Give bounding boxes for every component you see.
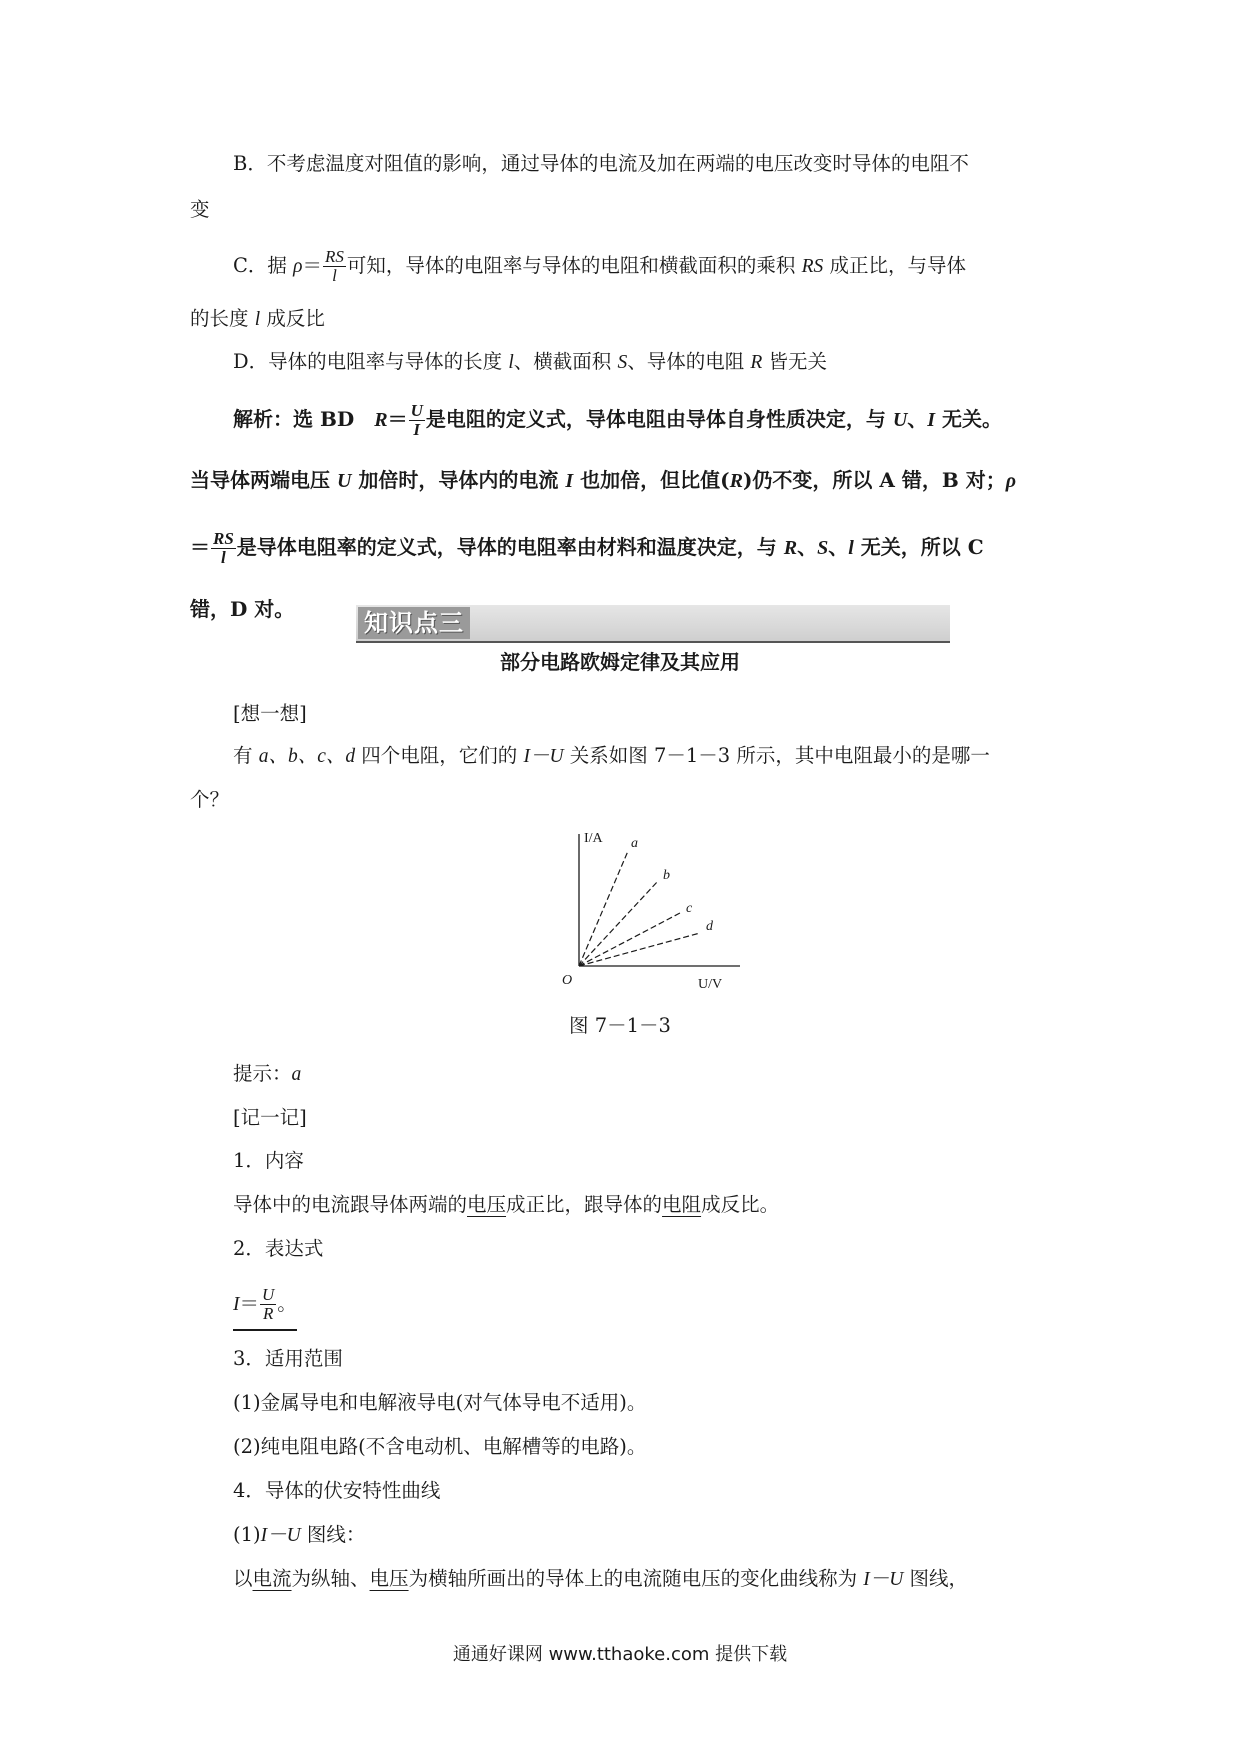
footer-credit: 通通好课网 www.tthaoke.com 提供下载: [452, 1644, 788, 1665]
option-c-line2: 的长度 l 成反比: [190, 307, 325, 330]
line-d-label: d: [706, 919, 713, 934]
memo-section-1-text: 导体中的电流跟导体两端的电压成正比，跟导体的电阻成反比。: [233, 1193, 780, 1216]
analysis-line4: 错，D 对。: [190, 597, 295, 621]
memo-section-4: 4．导体的伏安特性曲线: [233, 1479, 441, 1502]
section-title: 部分电路欧姆定律及其应用: [500, 650, 740, 674]
y-axis-label: I/A: [584, 831, 603, 846]
fraction-rs-over-l: $\frac{RS}{l}$: [325, 247, 344, 285]
memo-heading: [记一记]: [233, 1106, 307, 1129]
memo-section-3-item2: (2)纯电阻电路(不含电动机、电解槽等的电路)。: [233, 1435, 647, 1458]
option-c-line1: C．据 ρ＝ $\frac{RS}{l}$ 可知，导体的电阻率与导体的电阻和横截面积的乘积 RS 成正比，与导体: [233, 247, 966, 285]
analysis-line1: 解析：选 BD R＝ $\frac{U}{I}$ 是电阻的定义式，导体电阻由导体自身性质决定，与 U、I 无关。: [233, 401, 1003, 439]
line-a: [579, 851, 628, 966]
memo-section-2: 2．表达式: [233, 1237, 324, 1260]
memo-section-4-item1: (1)I－U 图线：: [233, 1523, 366, 1546]
ohm-formula: I＝ $\frac{U}{R}$ 。: [233, 1286, 297, 1331]
think-question-line1: 有 a、b、c、d 四个电阻，它们的 I－U 关系如图 7－1－3 所示，其中电阻最小的是哪一: [233, 744, 990, 767]
think-heading: [想一想]: [233, 702, 307, 725]
think-question-line2: 个？: [190, 788, 230, 811]
line-b: [579, 881, 658, 966]
fraction-u-over-i: $\frac{U}{I}$: [410, 401, 423, 439]
memo-section-4-text: 以电流为纵轴、电压为横轴所画出的导体上的电流随电压的变化曲线称为 I－U 图线，: [233, 1567, 969, 1590]
knowledge-point-label: 知识点三: [358, 607, 470, 639]
line-d: [579, 933, 700, 966]
fraction-rs-over-l-2: $\frac{RS}{l}$: [213, 529, 234, 567]
line-a-label: a: [631, 836, 638, 851]
fraction-u-over-r: $\frac{U}{R}$: [262, 1285, 275, 1323]
line-c: [579, 913, 680, 966]
option-b-line2: 变: [190, 198, 210, 221]
option-b-line1: B．不考虑温度对阻值的影响，通过导体的电流及加在两端的电压改变时导体的电阻不: [233, 152, 969, 175]
iu-graph: [560, 826, 760, 996]
line-b-label: b: [663, 868, 670, 883]
hint-line: 提示：a: [233, 1062, 302, 1085]
x-axis-label: U/V: [698, 977, 723, 992]
origin-label: O: [562, 973, 573, 988]
option-d-line: D．导体的电阻率与导体的长度 l、横截面积 S、导体的电阻 R 皆无关: [233, 350, 828, 373]
analysis-line2: 当导体两端电压 U 加倍时，导体内的电流 I 也加倍，但比值(R)仍不变，所以 A 错，B 对；ρ: [190, 468, 1017, 492]
figure-caption: 图 7－1－3: [569, 1014, 671, 1037]
analysis-line3: ＝ $\frac{RS}{l}$ 是导体电阻率的定义式，导体的电阻率由材料和温度决定，与 R、S、l 无关，所以 C: [190, 529, 984, 567]
memo-section-3-item1: (1)金属导电和电解液导电(对气体导电不适用)。: [233, 1391, 647, 1414]
line-c-label: c: [686, 901, 693, 916]
memo-section-3: 3．适用范围: [233, 1347, 343, 1370]
memo-section-1: 1．内容: [233, 1149, 304, 1172]
